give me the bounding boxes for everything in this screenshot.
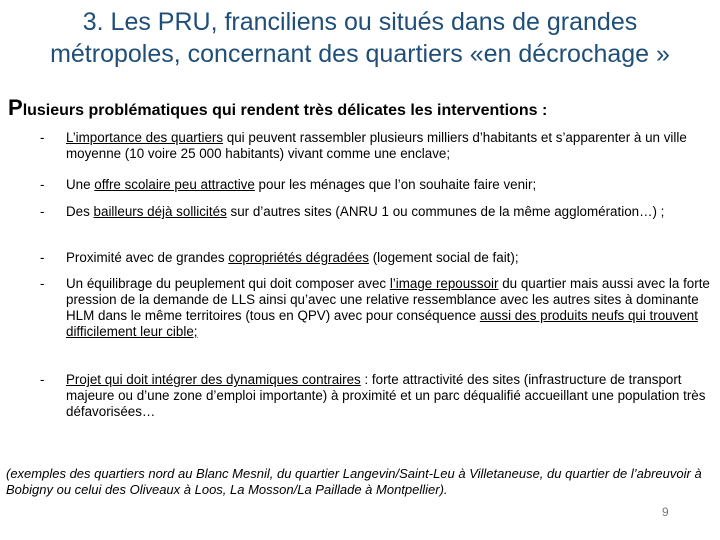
bullet-dash: - bbox=[40, 276, 45, 291]
bullet-pre: Un équilibrage du peuplement qui doit composer avec bbox=[66, 276, 390, 291]
bullet-text bbox=[66, 204, 714, 220]
bullet-pre: Des bbox=[66, 204, 94, 219]
heading-initial: P bbox=[8, 95, 23, 120]
bullet-emphasis: offre scolaire peu attractive bbox=[94, 177, 255, 192]
bullet-emphasis-2: aussi des produits neufs qui trouvent difficilement leur cible; bbox=[66, 308, 698, 339]
bullet-text bbox=[66, 276, 714, 340]
examples-footnote: (exemples des quartiers nord au Blanc Mesnil, du quartier Langevin/Saint-Leu à Villetaneuse, du quartier de l’abreuvoir à Bobigny ou celui des Oliveaux à Loos, La Mosson/La Paillade à Montpellier). bbox=[6, 466, 702, 497]
bullet-emphasis: L’importance des quartiers bbox=[66, 130, 224, 145]
bullet-rest: (logement social de fait); bbox=[368, 250, 519, 265]
bullet-emphasis: Projet qui doit intégrer des dynamiques contraires bbox=[66, 372, 361, 387]
bullet-rest: pour les ménages que l’on souhaite faire venir; bbox=[254, 177, 537, 192]
page-number: 9 bbox=[662, 505, 669, 519]
bullet-emphasis: l’image repoussoir bbox=[389, 276, 499, 291]
bullet-rest: qui peuvent rassembler plusieurs milliers d’habitants et s’apparenter à un ville moyenne (10 voire 25 000 habitants) vivant comme une enclave; bbox=[66, 130, 687, 161]
bullet-dash: - bbox=[40, 130, 45, 145]
bullet-pre: Proximité avec de grandes bbox=[66, 250, 229, 265]
bullet-dash: - bbox=[40, 372, 45, 387]
bullet-emphasis: copropriétés dégradées bbox=[228, 250, 369, 265]
bullet-text bbox=[66, 177, 714, 193]
bullet-rest: sur d’autres sites (ANRU 1 ou communes de la même agglomération…) ; bbox=[226, 204, 665, 219]
slide-title bbox=[0, 6, 720, 70]
bullet-dash: - bbox=[40, 177, 45, 192]
bullet-text bbox=[66, 250, 714, 266]
title-line-1: 3. Les PRU, franciliens ou situés dans de grandes bbox=[82, 8, 638, 36]
bullet-rest: : forte attractivité des sites (infrastructure de transport majeure ou d’une zone d’emploi importante) à proximité et un parc déqualifié accueillant une population très défavorisées… bbox=[66, 372, 706, 419]
bullet-text bbox=[66, 372, 714, 420]
bullet-dash: - bbox=[40, 250, 45, 265]
bullet-text bbox=[66, 130, 714, 162]
bullet-pre: Une bbox=[66, 177, 95, 192]
title-line-2: métropoles, concernant des quartiers «en décrochage » bbox=[50, 40, 670, 68]
bullet-dash: - bbox=[40, 204, 45, 219]
bullet-emphasis: bailleurs déjà sollicités bbox=[93, 204, 227, 219]
bullet-mid: du quartier mais aussi avec la forte pression de la demande de LLS ainsi qu’avec une relative ressemblance avec les autres sites à dominante HLM dans le même territoires (tous en QPV) avec pour conséquence bbox=[66, 276, 710, 323]
section-heading bbox=[8, 96, 547, 123]
heading-text: lusieurs problématiques qui rendent très délicates les interventions : bbox=[22, 102, 548, 119]
